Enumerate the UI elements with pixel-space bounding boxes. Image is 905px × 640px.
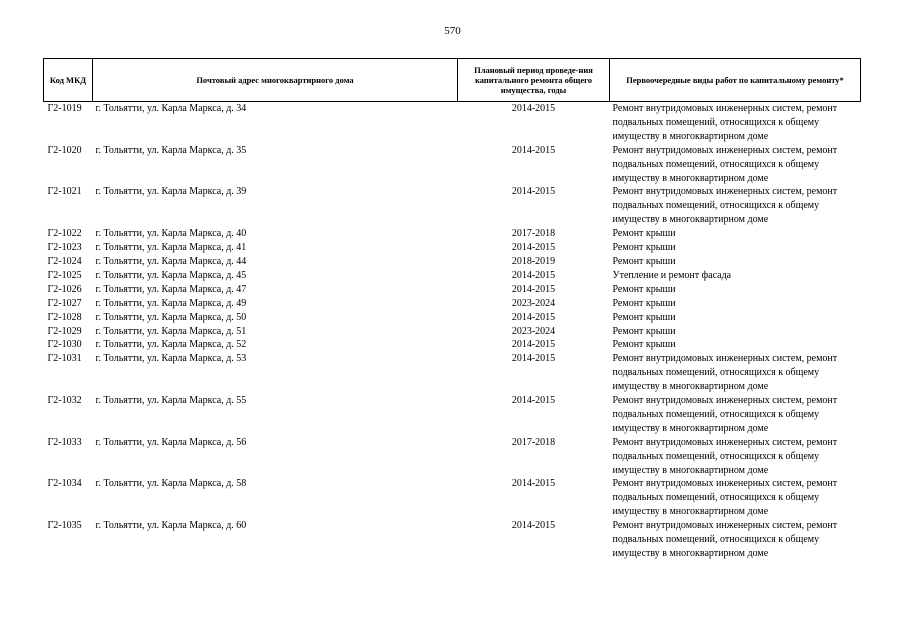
cell-address: г. Тольятти, ул. Карла Маркса, д. 51 xyxy=(95,325,247,337)
cell-works xyxy=(610,241,861,255)
cell-works xyxy=(610,338,861,352)
table-row xyxy=(44,297,861,311)
cell-period: 2014-2015 xyxy=(511,144,556,156)
works-text: Ремонт крыши xyxy=(612,339,676,351)
cell-works xyxy=(610,255,861,269)
cell-code: Г2-1033 xyxy=(47,436,82,448)
cell-code: Г2-1019 xyxy=(47,103,82,114)
capital-repair-table xyxy=(43,58,861,561)
table-row xyxy=(44,283,861,297)
cell-period: 2023-2024 xyxy=(511,325,556,337)
header-period: Плановый период проведе-ния капитального ремонта общего имущества, годы xyxy=(458,59,610,102)
works-text: Ремонт внутридомовых инженерных систем, ремонт подвальных помещений, относящихся к общему имуществу в многоквартирном доме xyxy=(612,144,838,184)
table-row xyxy=(44,477,861,519)
table-row xyxy=(44,144,861,186)
cell-address: г. Тольятти, ул. Карла Маркса, д. 34 xyxy=(95,103,247,114)
cell-address: г. Тольятти, ул. Карла Маркса, д. 53 xyxy=(95,353,247,365)
works-text: Ремонт внутридомовых инженерных систем, ремонт подвальных помещений, относящихся к общему имуществу в многоквартирном доме xyxy=(612,353,838,393)
cell-works xyxy=(610,227,861,241)
works-text: Ремонт внутридомовых инженерных систем, ремонт подвальных помещений, относящихся к общему имуществу в многоквартирном доме xyxy=(612,520,838,559)
table-row xyxy=(44,436,861,478)
table-row xyxy=(44,185,861,227)
cell-address: г. Тольятти, ул. Карла Маркса, д. 60 xyxy=(95,520,247,532)
cell-works xyxy=(610,477,861,519)
cell-address: г. Тольятти, ул. Карла Маркса, д. 39 xyxy=(95,186,247,198)
cell-works xyxy=(610,436,861,478)
table-row xyxy=(44,241,861,255)
cell-works xyxy=(610,352,861,394)
cell-code: Г2-1029 xyxy=(47,325,82,337)
table-row xyxy=(44,311,861,325)
cell-works xyxy=(610,519,861,561)
works-text: Ремонт внутридомовых инженерных систем, ремонт подвальных помещений, относящихся к общему имуществу в многоквартирном доме xyxy=(612,103,838,142)
works-text: Ремонт крыши xyxy=(612,325,676,337)
cell-address: г. Тольятти, ул. Карла Маркса, д. 45 xyxy=(95,269,247,281)
page-number: 570 xyxy=(444,25,461,37)
works-text: Ремонт крыши xyxy=(612,228,676,240)
cell-code: Г2-1026 xyxy=(47,283,82,295)
cell-works xyxy=(610,325,861,339)
cell-period: 2014-2015 xyxy=(511,103,556,114)
works-text: Ремонт крыши xyxy=(612,311,676,323)
cell-address: г. Тольятти, ул. Карла Маркса, д. 55 xyxy=(95,395,247,407)
cell-address: г. Тольятти, ул. Карла Маркса, д. 49 xyxy=(95,297,247,309)
cell-period: 2014-2015 xyxy=(511,478,556,490)
table-row xyxy=(44,269,861,283)
works-text: Ремонт внутридомовых инженерных систем, ремонт подвальных помещений, относящихся к общему имуществу в многоквартирном доме xyxy=(612,478,838,518)
cell-period: 2014-2015 xyxy=(511,395,556,407)
cell-works xyxy=(610,185,861,227)
works-text: Ремонт крыши xyxy=(612,297,676,309)
cell-works xyxy=(610,283,861,297)
cell-period: 2014-2015 xyxy=(511,186,556,198)
cell-period: 2017-2018 xyxy=(511,436,556,448)
table-row xyxy=(44,519,861,561)
table-header xyxy=(44,59,861,102)
cell-period: 2014-2015 xyxy=(511,311,556,323)
cell-code: Г2-1021 xyxy=(47,186,82,198)
cell-period: 2014-2015 xyxy=(511,339,556,351)
works-text: Ремонт внутридомовых инженерных систем, ремонт подвальных помещений, относящихся к общему имуществу в многоквартирном доме xyxy=(612,436,838,476)
cell-address: г. Тольятти, ул. Карла Маркса, д. 50 xyxy=(95,311,247,323)
cell-address: г. Тольятти, ул. Карла Маркса, д. 44 xyxy=(95,255,247,267)
cell-code: Г2-1035 xyxy=(47,520,82,532)
cell-code: Г2-1020 xyxy=(47,144,82,156)
header-works: Первоочередные виды работ по капитальному ремонту* xyxy=(610,59,861,102)
header-address: Почтовый адрес многоквартирного дома xyxy=(93,59,458,102)
cell-code: Г2-1031 xyxy=(47,353,82,365)
cell-code: Г2-1032 xyxy=(47,395,82,407)
cell-code: Г2-1030 xyxy=(47,339,82,351)
cell-period: 2014-2015 xyxy=(511,353,556,365)
works-text: Утепление и ремонт фасада xyxy=(612,269,732,281)
table-row xyxy=(44,255,861,269)
cell-period: 2017-2018 xyxy=(511,228,556,240)
cell-works xyxy=(610,394,861,436)
table-row xyxy=(44,325,861,339)
table-row xyxy=(44,394,861,436)
cell-works xyxy=(610,269,861,283)
header-code: Код МКД xyxy=(44,59,93,102)
cell-address: г. Тольятти, ул. Карла Маркса, д. 47 xyxy=(95,283,247,295)
table-row xyxy=(44,352,861,394)
cell-address: г. Тольятти, ул. Карла Маркса, д. 41 xyxy=(95,242,247,254)
works-text: Ремонт внутридомовых инженерных систем, ремонт подвальных помещений, относящихся к общему имуществу в многоквартирном доме xyxy=(612,395,838,434)
cell-period: 2023-2024 xyxy=(511,297,556,309)
cell-works xyxy=(610,311,861,325)
cell-period: 2014-2015 xyxy=(511,520,556,532)
cell-code: Г2-1027 xyxy=(47,297,82,309)
cell-code: Г2-1028 xyxy=(47,311,82,323)
cell-code: Г2-1023 xyxy=(47,242,82,254)
cell-address: г. Тольятти, ул. Карла Маркса, д. 58 xyxy=(95,478,247,490)
cell-period: 2014-2015 xyxy=(511,269,556,281)
cell-address: г. Тольятти, ул. Карла Маркса, д. 40 xyxy=(95,228,247,240)
cell-code: Г2-1022 xyxy=(47,228,82,240)
header-row xyxy=(44,59,861,102)
cell-address: г. Тольятти, ул. Карла Маркса, д. 56 xyxy=(95,436,247,448)
works-text: Ремонт крыши xyxy=(612,283,676,295)
table-body xyxy=(44,102,861,561)
cell-code: Г2-1025 xyxy=(47,269,82,281)
cell-code: Г2-1034 xyxy=(47,478,82,490)
works-text: Ремонт крыши xyxy=(612,255,676,267)
table-row xyxy=(44,102,861,144)
cell-period: 2018-2019 xyxy=(511,255,556,267)
table-row xyxy=(44,227,861,241)
cell-works xyxy=(610,144,861,186)
cell-address: г. Тольятти, ул. Карла Маркса, д. 52 xyxy=(95,339,247,351)
works-text: Ремонт внутридомовых инженерных систем, ремонт подвальных помещений, относящихся к общему имуществу в многоквартирном доме xyxy=(612,186,838,226)
works-text: Ремонт крыши xyxy=(612,242,676,254)
cell-address: г. Тольятти, ул. Карла Маркса, д. 35 xyxy=(95,144,247,156)
cell-code: Г2-1024 xyxy=(47,255,82,267)
cell-period: 2014-2015 xyxy=(511,283,556,295)
cell-period: 2014-2015 xyxy=(511,242,556,254)
cell-works xyxy=(610,297,861,311)
cell-works xyxy=(610,102,861,144)
table-row xyxy=(44,338,861,352)
